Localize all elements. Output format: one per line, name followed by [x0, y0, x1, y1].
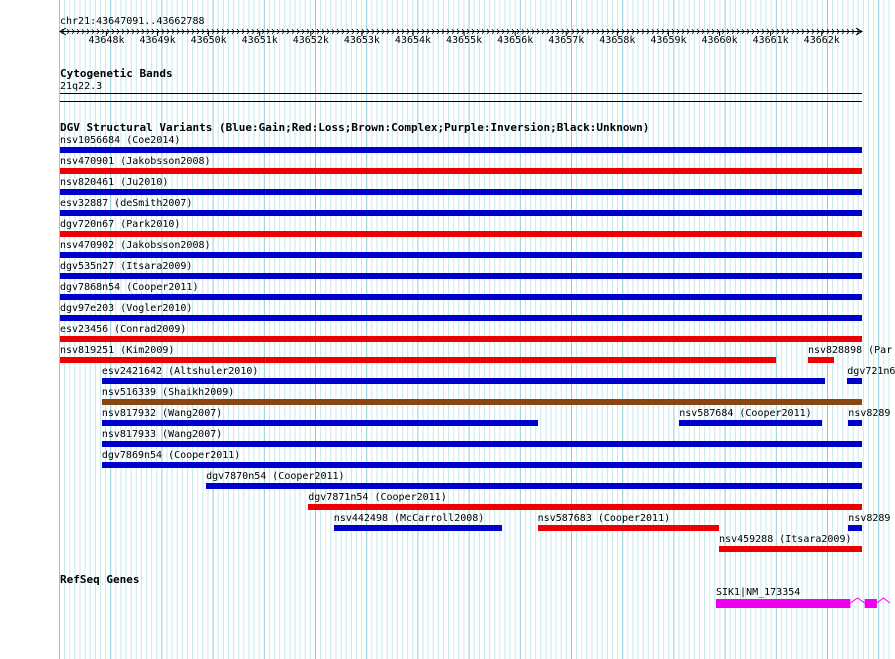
- dgv-feature-bar[interactable]: [102, 399, 862, 405]
- dgv-feature-bar[interactable]: [847, 378, 862, 384]
- dgv-feature-label[interactable]: dgv720n67 (Park2010): [60, 219, 181, 230]
- dgv-feature-bar[interactable]: [102, 378, 825, 384]
- dgv-feature-bar[interactable]: [60, 357, 776, 363]
- dgv-feature-bar[interactable]: [848, 525, 862, 531]
- gene-label[interactable]: SIK1|NM_173354: [715, 587, 801, 598]
- cytoband-title: Cytogenetic Bands: [60, 67, 173, 80]
- refseq-title: RefSeq Genes: [60, 573, 140, 586]
- dgv-feature-label[interactable]: dgv535n27 (Itsara2009): [60, 261, 193, 272]
- dgv-feature-bar[interactable]: [60, 294, 862, 300]
- dgv-feature-bar[interactable]: [334, 525, 502, 531]
- dgv-feature-bar[interactable]: [679, 420, 822, 426]
- region-label: chr21:43647091..43662788: [60, 16, 205, 27]
- dgv-feature-label[interactable]: nsv8289: [848, 408, 891, 419]
- dgv-feature-label[interactable]: nsv8289: [848, 513, 891, 524]
- dgv-feature-label[interactable]: nsv470902 (Jakobsson2008): [60, 240, 211, 251]
- dgv-feature-label[interactable]: nsv442498 (McCarroll2008): [333, 513, 485, 524]
- dgv-feature-label[interactable]: esv2421642 (Altshuler2010): [101, 366, 259, 377]
- gene-exon: [716, 599, 850, 608]
- dgv-feature-bar[interactable]: [538, 525, 719, 531]
- dgv-feature-bar[interactable]: [719, 546, 862, 552]
- dgv-feature-label[interactable]: dgv7870n54 (Cooper2011): [206, 471, 345, 482]
- dgv-feature-label[interactable]: dgv7869n54 (Cooper2011): [101, 450, 241, 461]
- dgv-feature-bar[interactable]: [60, 336, 862, 342]
- gene-exon: [865, 599, 877, 608]
- dgv-feature-label[interactable]: esv23456 (Conrad2009): [60, 324, 187, 335]
- ruler-tick-label: 43651k: [241, 35, 278, 46]
- dgv-feature-bar[interactable]: [60, 231, 862, 237]
- gene-intron: [850, 598, 864, 603]
- cytoband-line-top: [60, 93, 862, 94]
- dgv-feature-bar[interactable]: [808, 357, 834, 363]
- ruler-tick-label: 43658k: [599, 35, 636, 46]
- dgv-feature-label[interactable]: nsv459288 (Itsara2009): [719, 534, 852, 545]
- cytoband-line-bottom: [60, 101, 862, 102]
- dgv-feature-label[interactable]: nsv817933 (Wang2007): [101, 429, 223, 440]
- ruler-tick-label: 43655k: [446, 35, 483, 46]
- dgv-feature-bar[interactable]: [60, 273, 862, 279]
- dgv-feature-bar[interactable]: [308, 504, 862, 510]
- dgv-feature-label[interactable]: nsv587683 (Cooper2011): [537, 513, 671, 524]
- ruler-tick-label: 43662k: [803, 35, 840, 46]
- gene-model[interactable]: [0, 596, 890, 612]
- ruler-tick-label: 43653k: [343, 35, 380, 46]
- dgv-feature-bar[interactable]: [206, 483, 862, 489]
- dgv-feature-bar[interactable]: [102, 462, 862, 468]
- dgv-feature-label[interactable]: nsv817932 (Wang2007): [101, 408, 223, 419]
- dgv-feature-label[interactable]: nsv1056684 (Coe2014): [60, 135, 181, 146]
- ruler-tick-label: 43648k: [88, 35, 125, 46]
- dgv-feature-bar[interactable]: [60, 147, 862, 153]
- ruler-tick-label: 43661k: [752, 35, 789, 46]
- dgv-feature-label[interactable]: dgv7868n54 (Cooper2011): [60, 282, 199, 293]
- dgv-feature-bar[interactable]: [60, 252, 862, 258]
- dgv-feature-label[interactable]: nsv516339 (Shaikh2009): [101, 387, 235, 398]
- ruler-tick-label: 43650k: [190, 35, 227, 46]
- dgv-feature-label[interactable]: dgv721n6: [847, 366, 895, 377]
- dgv-feature-label[interactable]: dgv7871n54 (Cooper2011): [308, 492, 447, 503]
- gene-intron: [877, 598, 890, 603]
- dgv-feature-label[interactable]: nsv587684 (Cooper2011): [679, 408, 812, 419]
- ruler-tick-label: 43656k: [497, 35, 534, 46]
- dgv-feature-label[interactable]: nsv470901 (Jakobsson2008): [60, 156, 211, 167]
- dgv-feature-bar[interactable]: [102, 441, 862, 447]
- ruler-tick-label: 43660k: [701, 35, 738, 46]
- dgv-feature-label[interactable]: nsv828898 (Par: [807, 345, 893, 356]
- ruler-tick-label: 43652k: [292, 35, 329, 46]
- dgv-feature-bar[interactable]: [60, 210, 862, 216]
- dgv-feature-label[interactable]: dgv97e203 (Vogler2010): [60, 303, 193, 314]
- ruler-tick-label: 43654k: [394, 35, 432, 46]
- dgv-feature-bar[interactable]: [848, 420, 862, 426]
- dgv-feature-label[interactable]: nsv819251 (Kim2009): [60, 345, 175, 356]
- dgv-feature-bar[interactable]: [60, 315, 862, 321]
- cytoband-label: 21q22.3: [60, 81, 103, 92]
- dgv-feature-bar[interactable]: [60, 168, 862, 174]
- dgv-feature-bar[interactable]: [60, 189, 862, 195]
- dgv-feature-bar[interactable]: [102, 420, 538, 426]
- ruler-tick-label: 43659k: [650, 35, 687, 46]
- ruler-tick-label: 43657k: [548, 35, 585, 46]
- dgv-feature-label[interactable]: esv32887 (deSmith2007): [60, 198, 193, 209]
- dgv-feature-label[interactable]: nsv820461 (Ju2010): [60, 177, 169, 188]
- dgv-title: DGV Structural Variants (Blue:Gain;Red:Loss;Brown:Complex;Purple:Inversion;Black:Unknown): [60, 121, 650, 134]
- ruler-tick-label: 43649k: [139, 35, 176, 46]
